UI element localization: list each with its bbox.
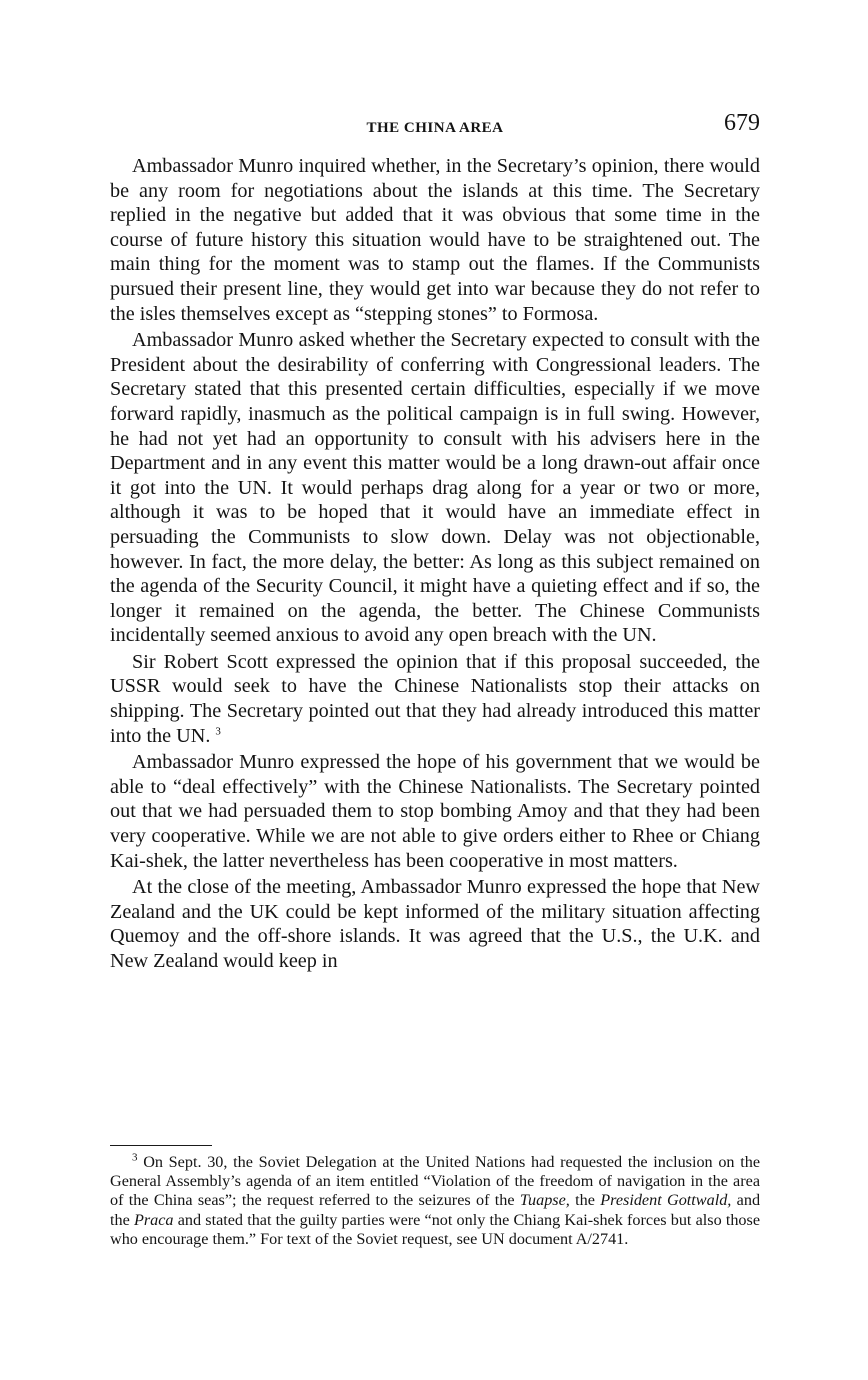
footnote-marker: 3 <box>132 1151 138 1164</box>
ship-name-tuapse: Tuapse, <box>519 1191 570 1210</box>
footnotes <box>110 1153 760 1249</box>
paragraph-3 <box>110 650 760 748</box>
body-text <box>110 154 760 976</box>
footnote-reference[interactable]: 3 <box>215 724 221 737</box>
footnote-text-3: and the <box>110 1191 761 1229</box>
paragraph-1: Ambassador Munro inquired whether, in the Secretary’s opinion, there would be any room for negotiations about the islands at this time. The Secretary replied in the negative but added that it was obvious that some time in the course of future history this situation would have to be straightened out. The main thing for the moment was to stamp out the flames. If the Communists pursued their present line, they would get into war because they do not refer to the isles themselves except as “stepping stones” to Formosa. <box>110 155 760 325</box>
ship-name-president-gottwald: President Gottwald, <box>600 1191 732 1210</box>
footnote-text-2: the <box>575 1191 595 1210</box>
paragraph-4: Ambassador Munro expressed the hope of his government that we would be able to “deal effectively” with the Chinese Nationalists. The Secretary pointed out that we had persuaded them to stop bombing Amoy and that they had been very cooperative. While we are not able to give orders either to Rhee or Chiang Kai-shek, the latter nevertheless has been cooperative in most matters. <box>110 751 760 872</box>
footnote-text-1: On Sept. 30, the Soviet Delegation at the United Nations had requested the inclusion on the General Assembly’s agenda of an item entitled “Violation of the freedom of navigation in the area of the China seas”; the request referred to the seizures of the <box>110 1153 760 1210</box>
footnote-3 <box>110 1153 760 1249</box>
footnote-text-4: and stated that the guilty parties were “not only the Chiang Kai-shek forces but also those who encourage them.” For text of the Soviet request, see UN document A/2741. <box>110 1210 761 1248</box>
ship-name-praca: Praca <box>133 1210 174 1229</box>
running-title: THE CHINA AREA <box>366 120 504 136</box>
paragraph-2: Ambassador Munro asked whether the Secretary expected to consult with the President about the desirability of conferring with Congressional leaders. The Secretary stated that this presented certain difficulties, especially if we move forward rapidly, inasmuch as the political campaign is in full swing. However, he had not yet had an opportunity to consult with his advisers here in the Department and in any event this matter would be a long drawn-out affair once it got into the UN. It would perhaps drag along for a year or two or more, although it was to be hoped that it would have an immediate effect in persuading the Communists to slow down. Delay was not objectionable, however. In fact, the more delay, the better: As long as this subject remained on the agenda of the Security Council, it might have a quieting effect and if so, the longer it remained on the agenda, the better. The Chinese Communists incidentally seemed anxious to avoid any open breach with the UN. <box>110 329 760 647</box>
footnote-rule <box>110 1145 212 1146</box>
paragraph-5: At the close of the meeting, Ambassador Munro expressed the hope that New Zealand and the UK could be kept informed of the military situation affecting Quemoy and the off-shore islands. It was agreed that the U.S., the U.K. and New Zealand would keep in <box>110 876 760 972</box>
page-number: 679 <box>724 110 760 136</box>
running-head <box>110 110 760 140</box>
paragraph-3-text: Sir Robert Scott expressed the opinion that if this proposal succeeded, the USSR would seek to have the Chinese Nationalists stop their attacks on shipping. The Secretary pointed out that they had already introduced this matter into the UN. <box>110 650 760 747</box>
